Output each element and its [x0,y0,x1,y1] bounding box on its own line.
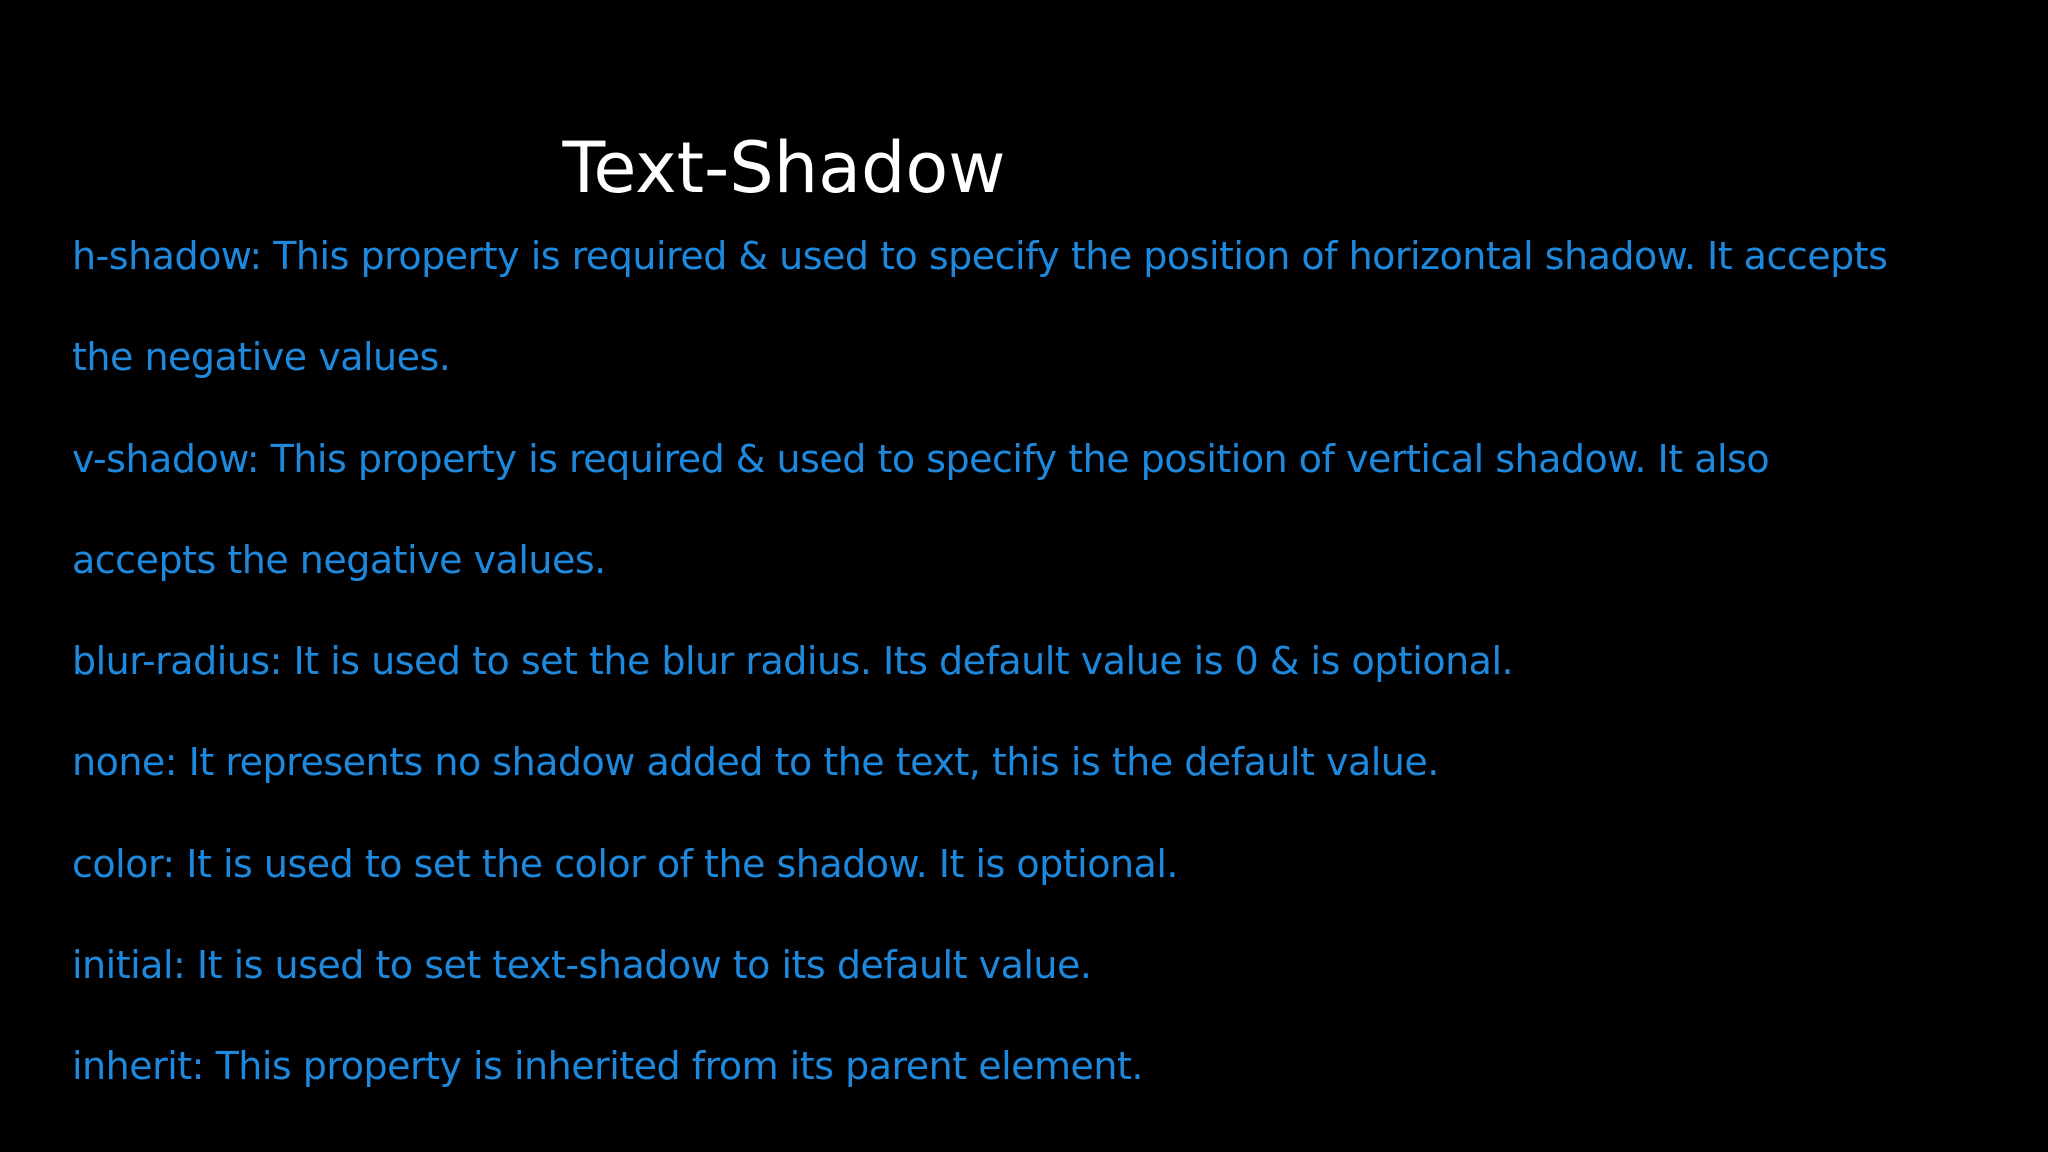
body-line-inherit: inherit: This property is inherited from its parent element. [72,1044,1143,1089]
slide-body [72,220,2032,1132]
body-line-h-shadow-continued: the negative values. [72,335,451,380]
body-line-h-shadow: h-shadow: This property is required & used to specify the position of horizontal shadow. It accepts [72,234,1888,278]
body-line-initial: initial: It is used to set text-shadow to its default value. [72,943,1092,988]
body-line-v-shadow-continued: accepts the negative values. [72,537,606,582]
body-line-v-shadow: v-shadow: This property is required & used to specify the position of vertical shadow. It also [72,436,1770,481]
body-line-color: color: It is used to set the color of the shadow. It is optional. [72,841,1178,886]
body-line-blur-radius: blur-radius: It is used to set the blur radius. Its default value is 0 & is optional. [72,639,1514,684]
body-line-none: none: It represents no shadow added to the text, this is the default value. [72,740,1439,785]
slide-title: Text-Shadow [562,127,1006,209]
